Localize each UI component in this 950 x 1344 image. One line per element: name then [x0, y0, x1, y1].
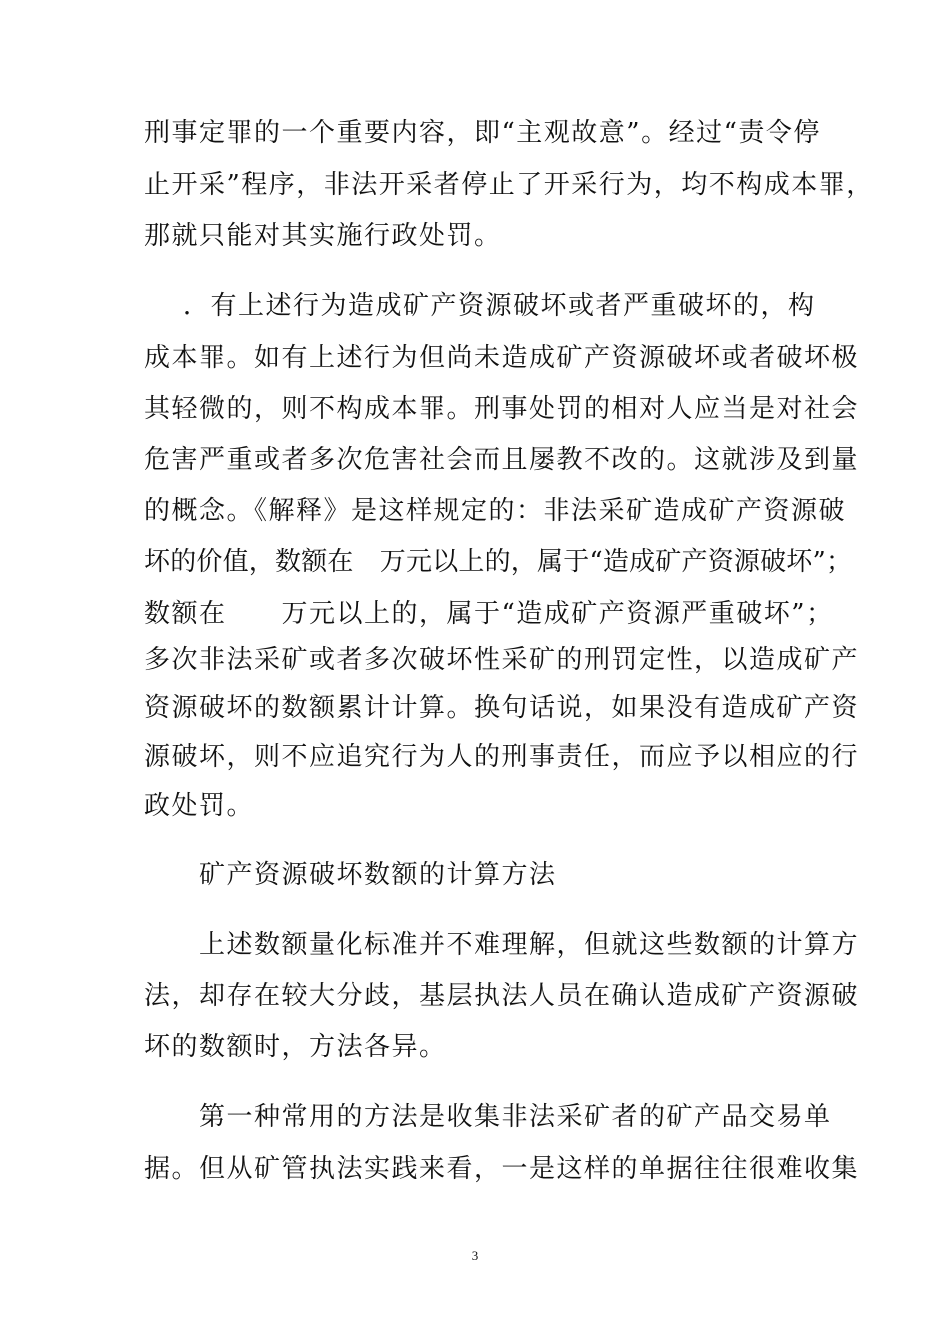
text-line: 其轻微的，则不构成本罪。刑事处罚的相对人应当是对社会 [144, 394, 860, 424]
text-line: 资源破坏的数额累计计算。换句话说，如果没有造成矿产资 [144, 693, 860, 723]
text-line: 上述数额量化标准并不难理解，但就这些数额的计算方 [144, 930, 860, 960]
heading-line: 矿产资源破坏数额的计算方法 [144, 860, 557, 890]
text-line: 危害严重或者多次危害社会而且屡教不改的。这就涉及到量 [144, 445, 860, 475]
text-line: 止开采”程序，非法开采者停止了开采行为，均不构成本罪， [144, 170, 874, 200]
text-line: 坏的数额时，方法各异。 [144, 1032, 447, 1062]
text-line: 成本罪。如有上述行为但尚未造成矿产资源破坏或者破坏极 [144, 343, 860, 373]
text-line: 法，却存在较大分歧，基层执法人员在确认造成矿产资源破 [144, 981, 860, 1011]
text-line: 政处罚。 [144, 791, 255, 821]
page-number: 3 [471, 1248, 479, 1263]
text-line: 那就只能对其实施行政处罚。 [144, 221, 502, 251]
text-line: 数额在 万元以上的，属于“造成矿产资源严重破坏”； [144, 599, 834, 629]
text-line: 据。但从矿管执法实践来看，一是这样的单据往往很难收集 [144, 1154, 860, 1184]
text-line: 坏的价值，数额在 万元以上的，属于“造成矿产资源破坏”； [144, 547, 853, 577]
text-line: 多次非法采矿或者多次破坏性采矿的刑罚定性，以造成矿产 [144, 645, 860, 675]
text-line: 的概念。《解释》是这样规定的：非法采矿造成矿产资源破 [144, 496, 847, 526]
text-line: ．有上述行为造成矿产资源破坏或者严重破坏的，构 [144, 291, 816, 321]
text-line: 源破坏，则不应追究行为人的刑事责任，而应予以相应的行 [144, 742, 860, 772]
text-line: 第一种常用的方法是收集非法采矿者的矿产品交易单 [144, 1102, 832, 1132]
text-line: 刑事定罪的一个重要内容，即“主观故意”。经过“责令停 [144, 118, 821, 148]
